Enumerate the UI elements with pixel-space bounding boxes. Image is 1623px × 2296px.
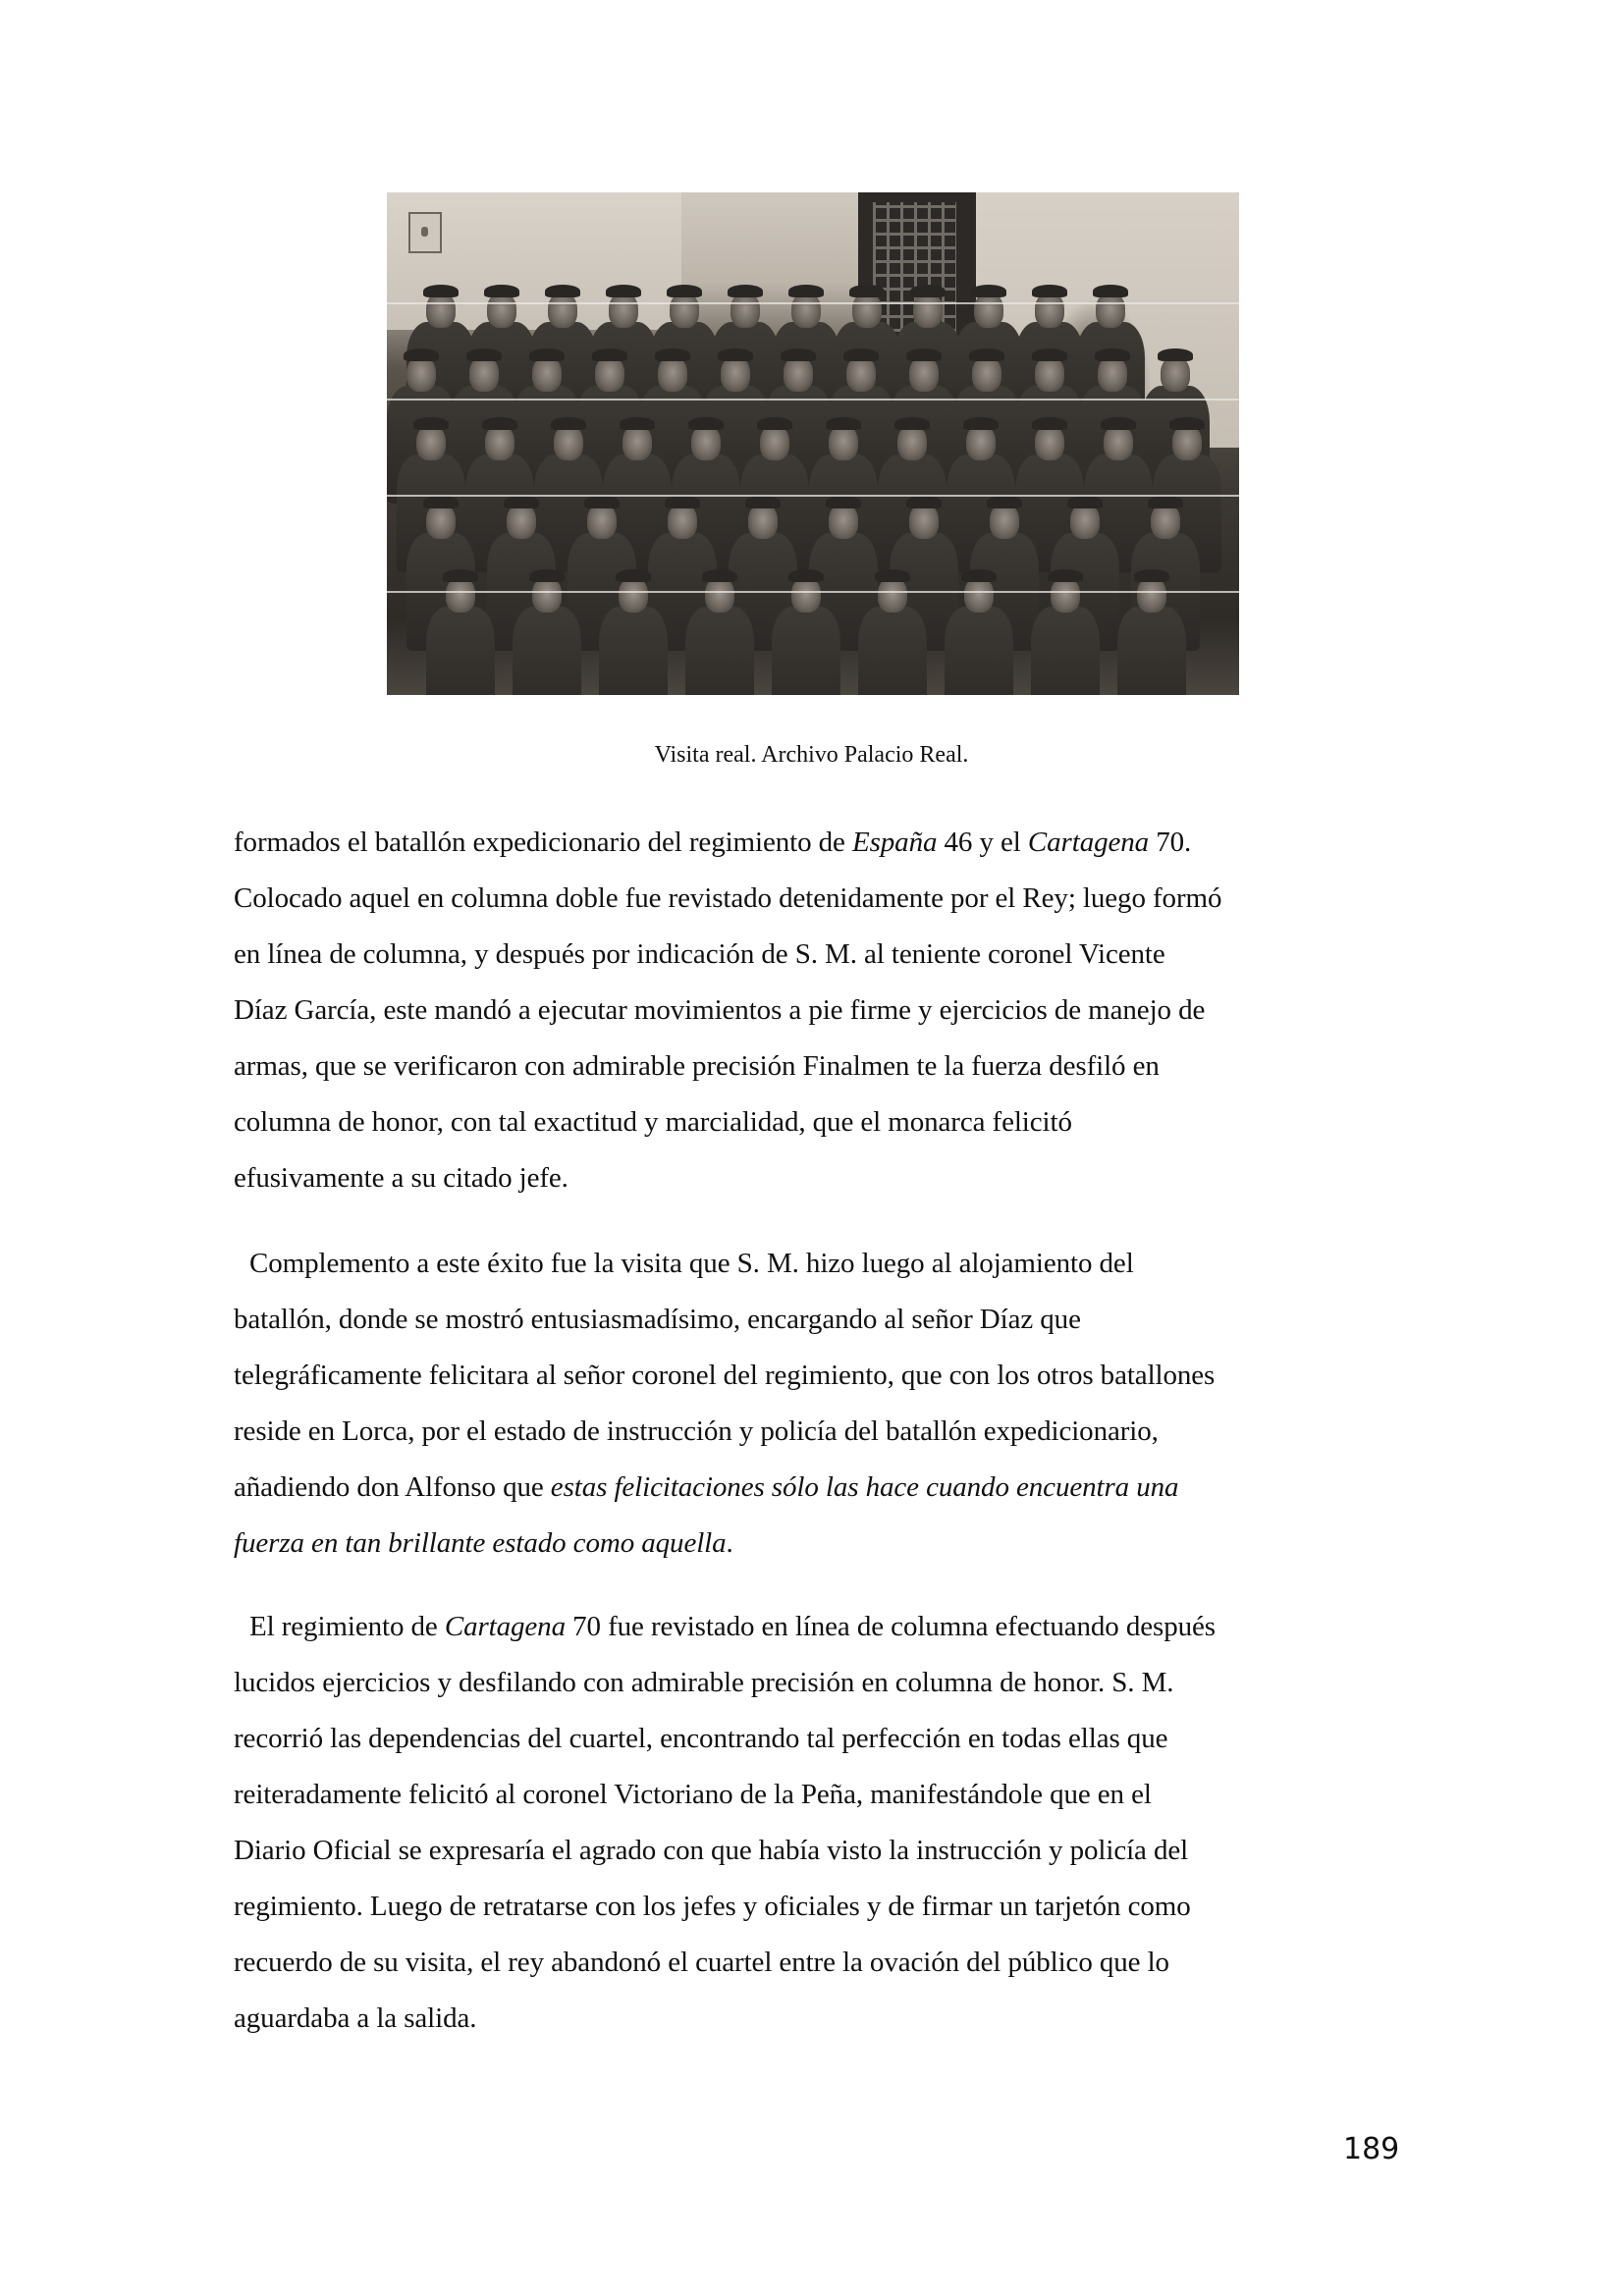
text-run: telegráficamente felicitara al señor coronel del regimiento, que con los otros batallones xyxy=(234,1360,1216,1391)
text-line xyxy=(234,1767,1402,1823)
photo-figure-head xyxy=(622,425,652,460)
text-run: efusivamente a su citado jefe. xyxy=(234,1162,568,1194)
photo-figure-head xyxy=(791,577,821,613)
text-run: armas, que se verificaron con admirable precisión Finalmen te la fuerza desfiló en xyxy=(234,1050,1160,1082)
photo-scan-artifact xyxy=(387,591,1239,593)
photo-figure-head xyxy=(990,504,1019,539)
photo-figure-head xyxy=(426,504,456,539)
photo-figure-head xyxy=(532,577,562,613)
text-run: regimiento. Luego de retratarse con los jefes y oficiales y de firmar un tarjetón como xyxy=(234,1891,1191,1922)
text-line xyxy=(234,1823,1402,1879)
photo-figure-head xyxy=(966,425,996,460)
text-run: batallón, donde se mostró entusiasmadísimo, encargando al señor Díaz que xyxy=(234,1304,1081,1335)
photo-figure-head xyxy=(1096,293,1125,328)
text-run: Colocado aquel en columna doble fue revistado detenidamente por el Rey; luego formó xyxy=(234,882,1222,914)
photo-figure-head xyxy=(730,293,760,328)
photo-figure-head xyxy=(1035,293,1064,328)
text-line xyxy=(234,1348,1402,1404)
text-run: Diario Oficial se expresaría el agrado con que había visto la instrucción y policía del xyxy=(234,1835,1189,1866)
text-line xyxy=(234,1879,1402,1935)
photo-figure-head xyxy=(721,356,750,392)
photo-figure-head xyxy=(691,425,721,460)
photo-figure-body xyxy=(1031,607,1100,695)
photo-crowd xyxy=(387,283,1239,695)
photo-figure-head xyxy=(658,356,687,392)
photo-figure-body xyxy=(513,607,581,695)
photo-figure-head xyxy=(897,425,927,460)
photo-figure-head xyxy=(668,504,697,539)
text-run: . xyxy=(726,1527,733,1559)
text-line xyxy=(234,1599,1402,1655)
photo-scan-artifact xyxy=(387,399,1239,400)
photo-figure-head xyxy=(705,577,734,613)
photo-figure-head xyxy=(469,356,499,392)
figure-caption-text: Visita real. Archivo Palacio Real. xyxy=(654,742,969,768)
photo-figure-head xyxy=(587,504,617,539)
photo-figure-head xyxy=(1051,577,1080,613)
text-run: El regimiento de xyxy=(249,1611,445,1642)
photo-figure-body xyxy=(772,607,840,695)
text-run: 70 fue revistado en línea de columna efectuando después xyxy=(566,1611,1216,1642)
photo-figure-head xyxy=(974,293,1003,328)
text-run: reiteradamente felicitó al coronel Victoriano de la Peña, manifestándole que en el xyxy=(234,1779,1152,1810)
photo-figure-head xyxy=(595,356,624,392)
paragraph-1 xyxy=(234,815,1402,1206)
text-line xyxy=(234,983,1402,1039)
photo-figure-body xyxy=(1117,607,1186,695)
text-run: reside en Lorca, por el estado de instrucción y policía del batallón expedicionario, xyxy=(234,1415,1159,1447)
photo-figure-head xyxy=(426,293,456,328)
text-run: 46 y el xyxy=(937,827,1028,858)
photo-figure-head xyxy=(487,293,516,328)
text-line xyxy=(234,1460,1402,1516)
photo-figure-head xyxy=(548,293,577,328)
text-run: en línea de columna, y después por indicación de S. M. al teniente coronel Vicente xyxy=(234,938,1165,970)
photo-figure-head xyxy=(446,577,475,613)
photo-figure-head xyxy=(760,425,789,460)
text-run: recorrió las dependencias del cuartel, encontrando tal perfección en todas ellas que xyxy=(234,1723,1168,1754)
photo-figure-head xyxy=(532,356,562,392)
text-run: columna de honor, con tal exactitud y marcialidad, que el monarca felicitó xyxy=(234,1106,1072,1138)
photo-figure-head xyxy=(406,356,436,392)
photo-figure-head xyxy=(1161,356,1190,392)
photo-figure-head xyxy=(1035,356,1064,392)
text-line xyxy=(234,1095,1402,1150)
text-run: recuerdo de su visita, el rey abandonó el cuartel entre la ovación del público que lo xyxy=(234,1947,1169,1978)
photo-figure-head xyxy=(670,293,699,328)
photo-figure-head xyxy=(829,425,858,460)
photo-figure-body xyxy=(945,607,1013,695)
text-run: formados el batallón expedicionario del regimiento de xyxy=(234,827,852,858)
figure-caption xyxy=(0,742,1623,769)
photo-figure-head xyxy=(972,356,1001,392)
archival-group-photo xyxy=(387,192,1239,695)
italic-text: fuerza en tan brillante estado como aquella xyxy=(234,1527,727,1559)
photo-figure-head xyxy=(1035,425,1064,460)
text-run: Díaz García, este mandó a ejecutar movimientos a pie firme y ejercicios de manejo de xyxy=(234,994,1206,1026)
photo-figure-head xyxy=(416,425,446,460)
photo-figure-head xyxy=(1172,425,1202,460)
photo-figure-head xyxy=(964,577,994,613)
photo-figure-body xyxy=(685,607,754,695)
photo-figure-head xyxy=(609,293,638,328)
photo-figure-head xyxy=(1137,577,1166,613)
text-line xyxy=(234,1292,1402,1348)
photo-scan-artifact xyxy=(387,495,1239,497)
italic-text: estas felicitaciones sólo las hace cuando encuentra una xyxy=(550,1471,1179,1503)
text-run: 70. xyxy=(1149,827,1192,858)
paragraph-3 xyxy=(234,1599,1402,2047)
photo-figure-head xyxy=(909,504,939,539)
italic-text: Cartagena xyxy=(1027,827,1150,858)
italic-text: Cartagena xyxy=(444,1611,566,1642)
text-run: lucidos ejercicios y desfilando con admirable precisión en columna de honor. S. M. xyxy=(234,1667,1174,1698)
text-line xyxy=(234,1039,1402,1095)
text-line xyxy=(234,1404,1402,1460)
photo-figure-head xyxy=(878,577,907,613)
text-line xyxy=(234,1236,1402,1292)
text-line xyxy=(234,1991,1402,2047)
text-line xyxy=(234,1935,1402,1991)
text-line xyxy=(234,871,1402,927)
photo-figure-head xyxy=(1070,504,1100,539)
photo-figure-body xyxy=(426,607,495,695)
photo-figure-head xyxy=(909,356,939,392)
photo-figure-head xyxy=(554,425,583,460)
photo-figure-body xyxy=(858,607,927,695)
text-line xyxy=(234,1150,1402,1206)
text-line xyxy=(234,815,1402,871)
paragraph-2 xyxy=(234,1236,1402,1572)
photo-figure-head xyxy=(507,504,536,539)
photo-figure-head xyxy=(784,356,813,392)
photo-wall-frame xyxy=(408,212,442,253)
photo-figure-head xyxy=(829,504,858,539)
italic-text: España xyxy=(851,827,938,858)
photo-figure-head xyxy=(852,293,882,328)
text-run: aguardaba a la salida. xyxy=(234,2002,477,2034)
text-line xyxy=(234,1655,1402,1711)
photo-figure-head xyxy=(1098,356,1127,392)
photo-figure-head xyxy=(748,504,778,539)
photo-figure-head xyxy=(485,425,514,460)
text-run: añadiendo don Alfonso que xyxy=(234,1471,551,1503)
photo-figure-head xyxy=(1104,425,1133,460)
text-line xyxy=(234,1711,1402,1767)
photo-figure-head xyxy=(1151,504,1180,539)
photo-figure-head xyxy=(846,356,876,392)
text-line xyxy=(234,1516,1402,1572)
photo-scan-artifact xyxy=(387,302,1239,304)
photo-figure-head xyxy=(619,577,648,613)
text-line xyxy=(234,927,1402,983)
photo-figure-head xyxy=(913,293,943,328)
page-number: 189 xyxy=(1343,2132,1400,2166)
photo-figure-body xyxy=(599,607,668,695)
text-run: Complemento a este éxito fue la visita que S. M. hizo luego al alojamiento del xyxy=(249,1248,1134,1279)
photo-figure-head xyxy=(791,293,821,328)
